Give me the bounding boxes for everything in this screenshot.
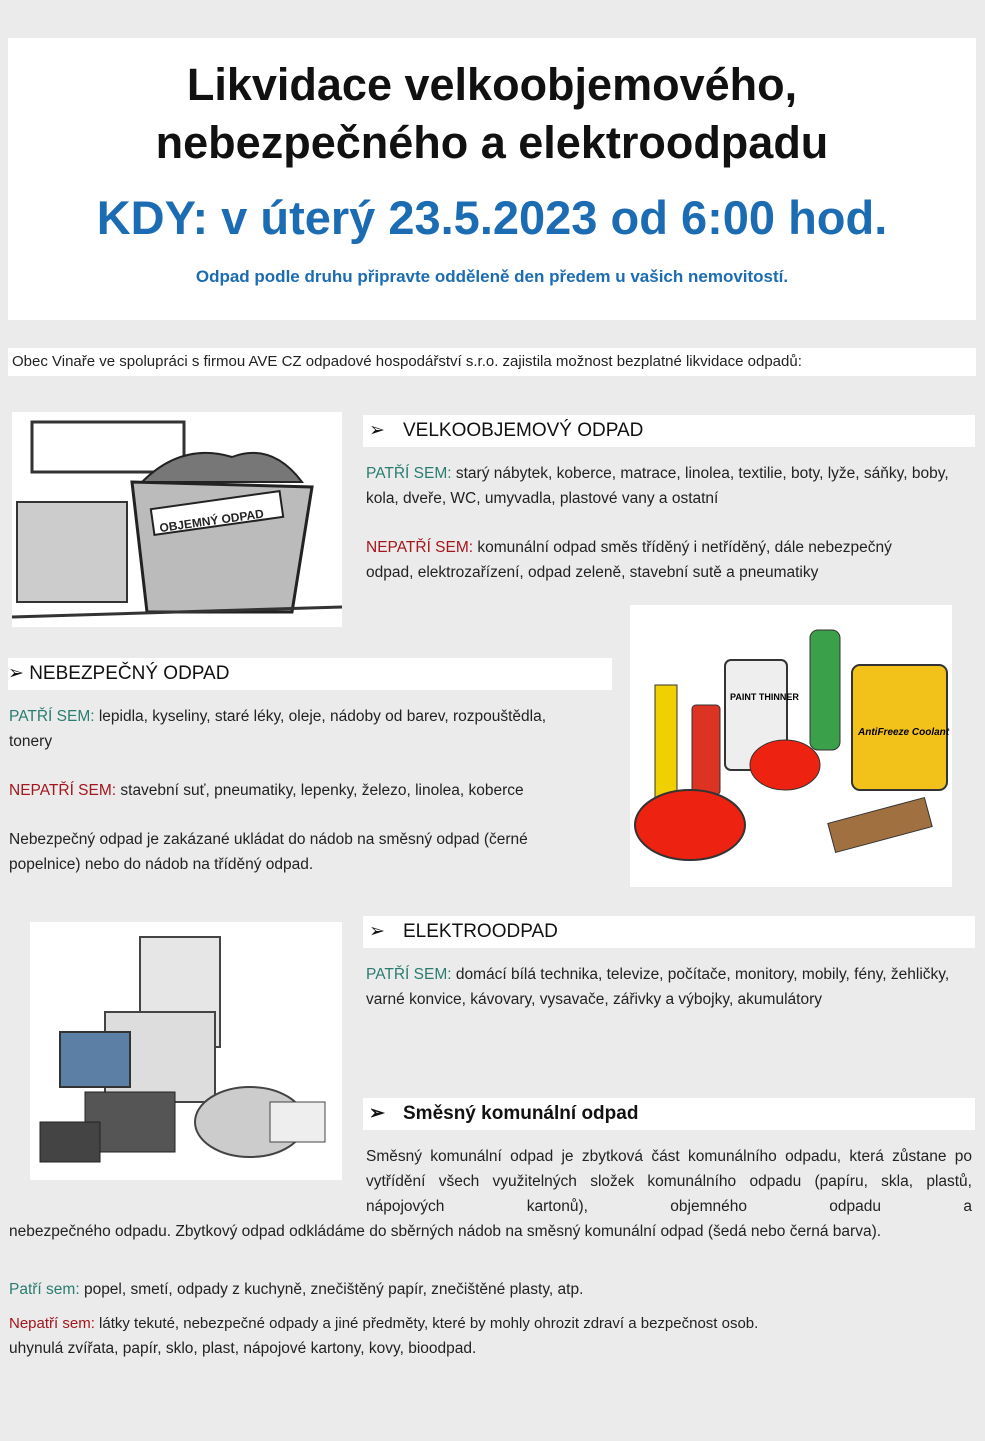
- no-text: stavební suť, pneumatiky, lepenky, železo, linolea, koberce: [116, 782, 524, 799]
- bulky-no: [366, 535, 926, 585]
- subtitle: Odpad podle druhu připravte odděleně den předem u vašich nemovitostí.: [195, 267, 789, 286]
- heading-hazardous-waste: [8, 658, 612, 690]
- mixed-description-1: Směsný komunální odpad je zbytková část komunálního odpadu, která zůstane po vytřídění všech využitelných složek komunálního odpadu (papíru, skla, plastů, nápojových kartonů), objemného odpadu a: [366, 1148, 972, 1215]
- page-title: [8, 56, 976, 172]
- arrow-bullet-icon: ➢: [369, 1103, 385, 1124]
- container-illustration: [12, 412, 342, 627]
- title-line-2: nebezpečného a elektroodpadu: [155, 117, 829, 168]
- hazardous-note: Nebezpečný odpad je zakázané ukládat do nádob na směsný odpad (černé popelnice) nebo do nádob na tříděný odpad.: [9, 831, 528, 873]
- heading-text: NEBEZPEČNÝ ODPAD: [29, 663, 230, 684]
- mixed-description-2: nebezpečného odpadu. Zbytkový odpad odkládáme do sběrných nádob na směsný komunální odpad (šedá nebo černá barva).: [9, 1223, 882, 1240]
- hazardous-waste-image: [630, 605, 952, 887]
- no-label: Nepatří sem:: [9, 1315, 95, 1332]
- header-banner: [8, 38, 976, 320]
- electronics-illustration: [30, 922, 342, 1180]
- paint-thinner-label: PAINT THINNER: [730, 692, 799, 702]
- yes-label: PATŘÍ SEM:: [366, 465, 452, 482]
- arrow-bullet-icon: ➢: [369, 420, 385, 441]
- bulky-waste-image: [12, 412, 342, 627]
- no-label: NEPATŘÍ SEM:: [366, 539, 474, 556]
- no-label: NEPATŘÍ SEM:: [9, 782, 117, 799]
- electro-yes: [366, 962, 966, 1012]
- intro-text: Obec Vinaře ve spolupráci s firmou AVE CZ odpadové hospodářství s.r.o. zajistila možnost bezplatné likvidace odpadů:: [8, 348, 976, 376]
- yes-label: Patří sem:: [9, 1281, 80, 1298]
- yes-text: domácí bílá technika, televize, počítače, monitory, mobily, fény, žehličky, varné konvice, kávovary, vysavače, zářivky a výbojky, akumulátory: [366, 966, 950, 1008]
- yes-text: starý nábytek, koberce, matrace, linolea, textilie, boty, lyže, sáňky, boby, kola, dveře, WC, umyvadla, plastové vany a ostatní: [366, 465, 949, 507]
- heading-text: ELEKTROODPAD: [403, 921, 558, 942]
- no-text: komunální odpad směs tříděný i netříděný, dále nebezpečný odpad, elektrozařízení, odpad zeleně, stavební sutě a pneumatiky: [366, 539, 892, 581]
- title-line-1: Likvidace velkoobjemového,: [186, 59, 798, 110]
- hazardous-yes: [9, 704, 569, 754]
- bulky-yes: [366, 461, 966, 511]
- arrow-bullet-icon: ➢: [369, 921, 385, 942]
- electro-waste-image: [30, 922, 342, 1180]
- heading-bulky-waste: [363, 415, 975, 447]
- event-date: KDY: v úterý 23.5.2023 od 6:00 hod.: [96, 191, 888, 244]
- heading-text: Směsný komunální odpad: [403, 1103, 639, 1124]
- heading-text: VELKOOBJEMOVÝ ODPAD: [403, 420, 644, 441]
- mixed-no: [9, 1311, 979, 1336]
- mixed-no-extra: uhynulá zvířata, papír, sklo, plast, nápojové kartony, kovy, bioodpad.: [9, 1340, 477, 1357]
- yes-text: popel, smetí, odpady z kuchyně, znečištěný papír, znečištěné plasty, atp.: [79, 1281, 584, 1298]
- heading-electro-waste: [363, 916, 975, 948]
- yes-text: lepidla, kyseliny, staré léky, oleje, nádoby od barev, rozpouštědla, tonery: [9, 708, 547, 750]
- arrow-bullet-icon: ➢: [8, 663, 24, 684]
- mixed-yes: [9, 1277, 972, 1302]
- hazardous-no: [9, 778, 569, 803]
- container-label: OBJEMNÝ ODPAD: [158, 506, 265, 536]
- antifreeze-label: AntiFreeze Coolant: [858, 727, 950, 738]
- chemicals-illustration: [630, 605, 952, 887]
- heading-mixed-waste: [363, 1098, 975, 1130]
- yes-label: PATŘÍ SEM:: [9, 708, 95, 725]
- yes-label: PATŘÍ SEM:: [366, 966, 452, 983]
- no-text: látky tekuté, nebezpečné odpady a jiné předměty, které by mohly ohrozit zdraví a bezpečnost osob.: [94, 1315, 759, 1332]
